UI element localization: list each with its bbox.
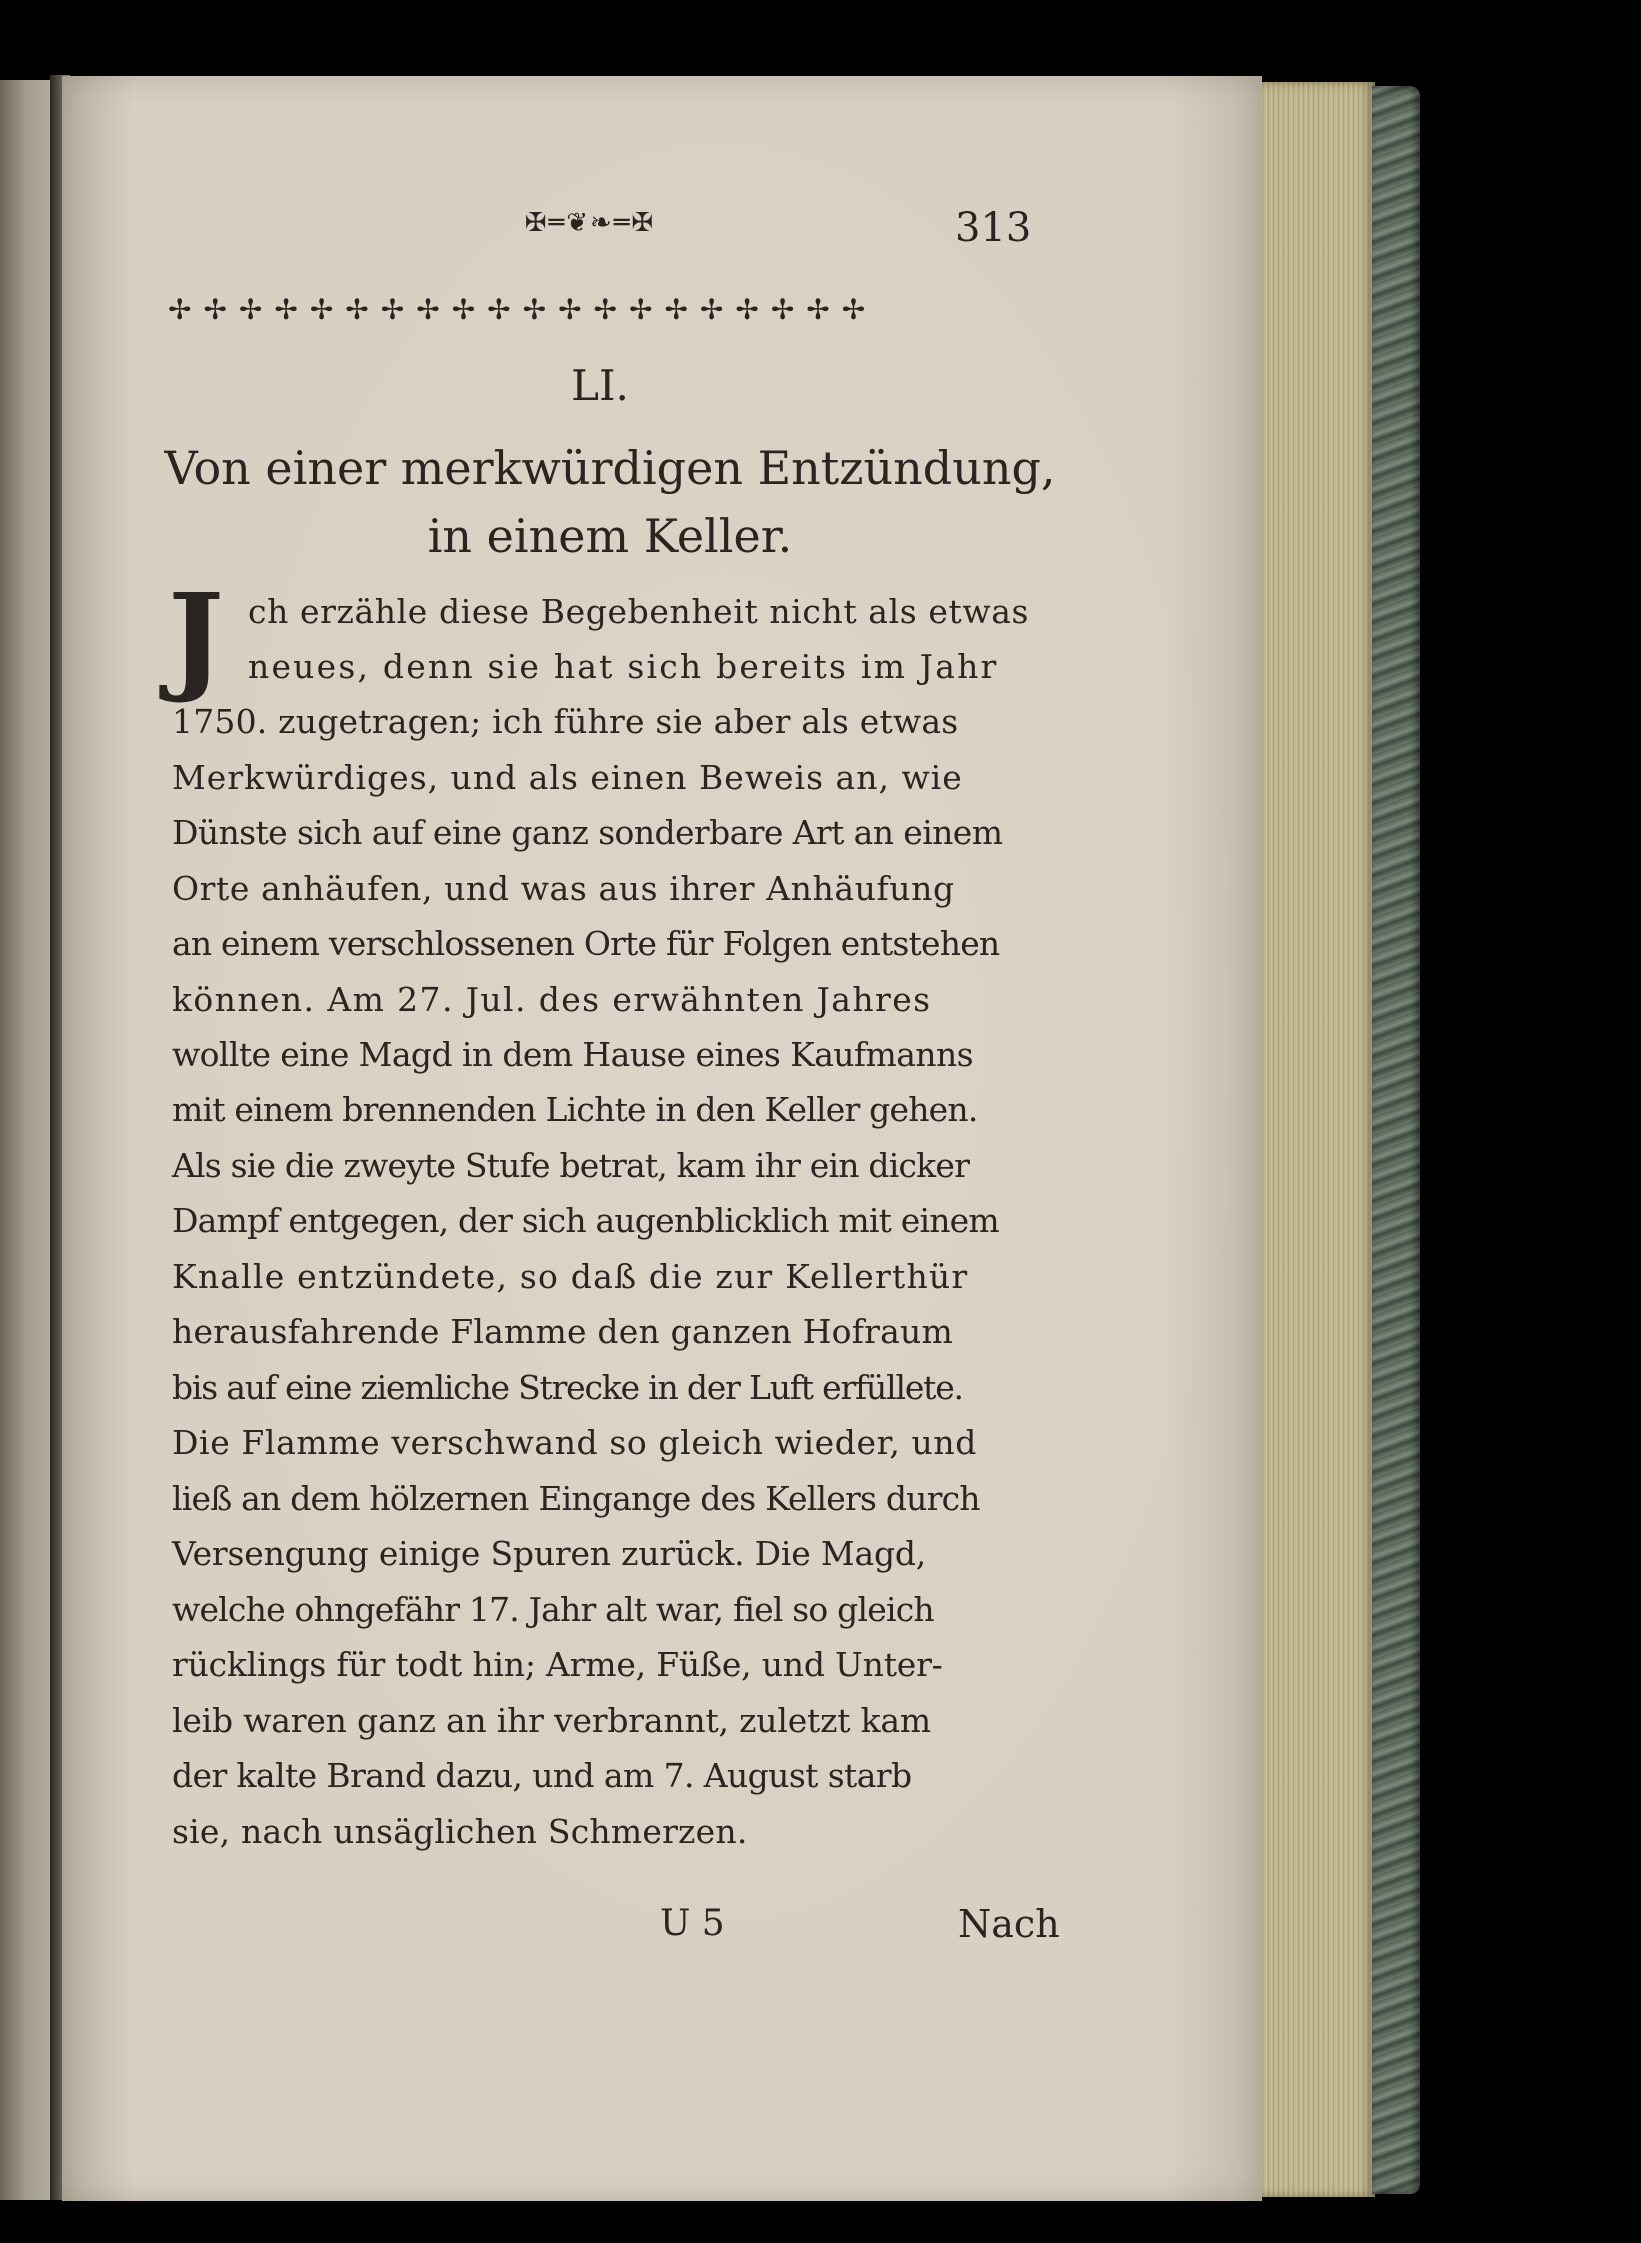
- body-line: Orte anhäufen, und was aus ihrer Anhäufung: [172, 869, 955, 908]
- chapter-title-line: Von einer merkwürdigen Entzündung,: [164, 441, 1056, 495]
- body-line: 1750. zugetragen; ich führe sie aber als etwas: [172, 702, 959, 741]
- body-line: wollte eine Magd in dem Hause eines Kaufmanns: [172, 1035, 973, 1074]
- body-line: an einem verschlossenen Orte für Folgen entstehen: [172, 924, 1000, 963]
- body-line: der kalte Brand dazu, und am 7. August starb: [172, 1756, 912, 1795]
- header-ornament: ✠═❦❧═✠: [524, 208, 656, 238]
- body-line: Die Flamme verschwand so gleich wieder, und: [172, 1423, 977, 1462]
- body-line: können. Am 27. Jul. des erwähnten Jahres: [172, 980, 932, 1019]
- body-line: rücklings für todt hin; Arme, Füße, und Unter-: [172, 1645, 943, 1684]
- chapter-title-line: in einem Keller.: [427, 509, 793, 563]
- body-line: Als sie die zweyte Stufe betrat, kam ihr ein dicker: [172, 1146, 970, 1185]
- marbled-cover-board: [1372, 86, 1420, 2194]
- body-line: Dünste sich auf eine ganz sonderbare Art an einem: [172, 813, 1003, 852]
- catchword: Nach: [958, 1902, 1060, 1946]
- body-line: bis auf eine ziemliche Strecke in der Luft erfüllete.: [172, 1368, 963, 1407]
- body-line: herausfahrende Flamme den ganzen Hofraum: [172, 1312, 953, 1351]
- body-line: sie, nach unsäglichen Schmerzen.: [172, 1812, 748, 1851]
- body-line: welche ohngefähr 17. Jahr alt war, fiel so gleich: [172, 1590, 934, 1629]
- body-line: Versengung einige Spuren zurück. Die Magd,: [172, 1534, 927, 1573]
- drop-cap: J: [168, 567, 224, 706]
- page-edges: [1255, 82, 1375, 2197]
- body-line: Merkwürdiges, und als einen Beweis an, wie: [172, 758, 963, 797]
- body-line: leib waren ganz an ihr verbrannt, zuletzt kam: [172, 1701, 931, 1740]
- chapter-number: LI.: [571, 361, 629, 410]
- body-line: Dampf entgegen, der sich augenblicklich mit einem: [172, 1201, 999, 1240]
- body-line: mit einem brennenden Lichte in den Keller gehen.: [172, 1090, 978, 1129]
- border-ornament: ✢✢✢✢✢✢✢✢✢✢✢✢✢✢✢✢✢✢✢✢: [168, 294, 878, 326]
- body-line: neues, denn sie hat sich bereits im Jahr: [248, 647, 999, 686]
- chapter-title: [160, 434, 1060, 570]
- body-line: Knalle entzündete, so daß die zur Kellerthür: [172, 1257, 969, 1296]
- body-line: ließ an dem hölzernen Eingange des Kellers durch: [172, 1479, 980, 1518]
- page-number: 313: [955, 205, 1032, 251]
- signature-mark: U 5: [660, 1903, 725, 1944]
- body-line: ch erzähle diese Begebenheit nicht als etwas: [248, 592, 1030, 631]
